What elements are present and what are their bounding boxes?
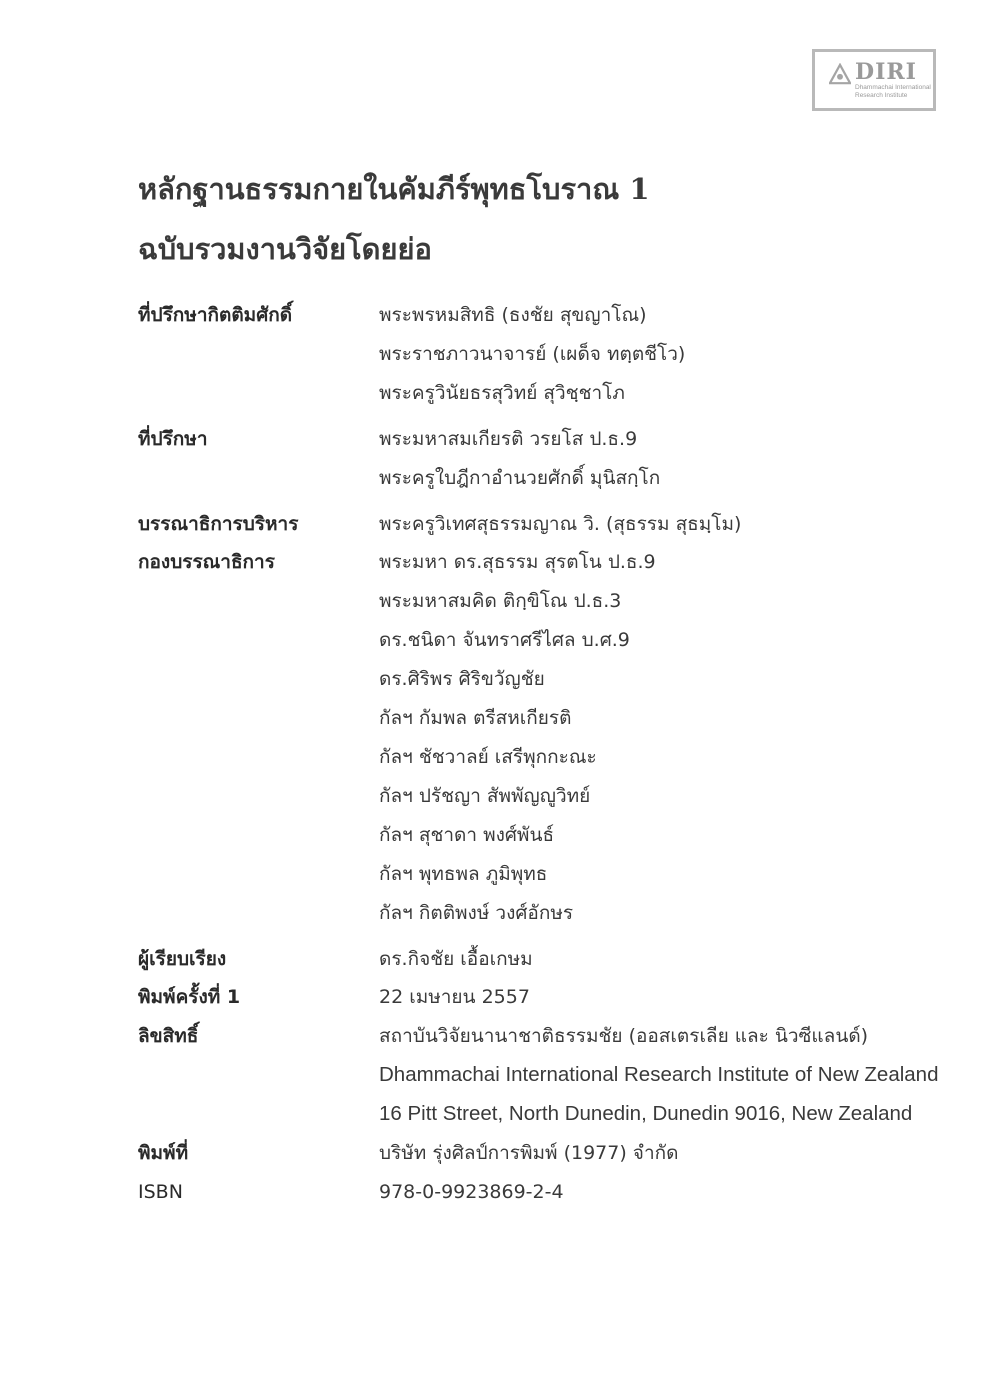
credit-row-compiler (138, 940, 958, 979)
credit-row-printer (138, 1134, 958, 1173)
logo-subtitle-line1: Dhammachai International (855, 83, 931, 91)
credit-value: กัลฯ ชัชวาลย์ เสรีพุกกะณะ (379, 745, 597, 768)
credit-label: ที่ปรึกษากิตติมศักดิ์ (138, 304, 293, 326)
credit-label: ลิขสิทธิ์ (138, 1025, 199, 1048)
credit-label: ISBN (138, 1180, 183, 1203)
credit-value: พระพรหมสิทธิ (ธงชัย สุขญาโณ) (379, 304, 647, 326)
credit-value: กัลฯ สุชาดา พงศ์พันธ์ (379, 823, 555, 846)
credit-value: พระมหาสมเกียรติ วรยโส ป.ธ.9 (379, 427, 638, 450)
credit-label: พิมพ์ที่ (138, 1142, 189, 1165)
credit-row-editorial-board (138, 543, 958, 932)
credit-row-copyright (138, 1017, 958, 1134)
credit-row-honorary-advisors (138, 296, 958, 413)
credit-row-executive-editor (138, 505, 958, 544)
credit-value: ดร.กิจชัย เอื้อเกษม (379, 947, 533, 970)
credit-value: 978-0-9923869-2-4 (379, 1180, 564, 1203)
credit-value: พระมหา ดร.สุธรรม สุรตโน ป.ธ.9 (379, 551, 656, 574)
logo-subtitle-line2: Research Institute (855, 92, 908, 99)
credit-value: พระครูใบฎีกาอำนวยศักดิ์ มุนิสกฺโก (379, 466, 661, 489)
credit-value: กัลฯ พุทธพล ภูมิพุทธ (379, 862, 548, 885)
credit-value: บริษัท รุ่งศิลป์การพิมพ์ (1977) จำกัด (379, 1142, 679, 1165)
credit-label: พิมพ์ครั้งที่ 1 (138, 986, 241, 1009)
credit-value: Dhammachai International Research Institute of New Zealand (379, 1063, 939, 1087)
credits-list (138, 296, 958, 1212)
diri-logo (812, 49, 936, 111)
credit-row-advisors (138, 420, 958, 498)
credit-label: กองบรรณาธิการ (138, 551, 275, 574)
credit-row-isbn (138, 1173, 958, 1212)
logo-name: DIRI (855, 58, 917, 85)
credit-value: พระมหาสมคิด ติกฺขิโณ ป.ธ.3 (379, 590, 622, 613)
credit-value: 16 Pitt Street, North Dunedin, Dunedin 9016, New Zealand (379, 1102, 913, 1126)
credit-value: กัลฯ กิตติพงษ์ วงศ์อักษร (379, 901, 574, 924)
credit-value: ดร.ชนิดา จันทราศรีไศล บ.ศ.9 (379, 629, 630, 652)
credit-value: พระราชภาวนาจารย์ (เผด็จ ทตฺตชีโว) (379, 342, 686, 365)
credit-label: ผู้เรียบเรียง (138, 947, 227, 970)
credit-value: กัลฯ ปรัชญา สัพพัญญูวิทย์ (379, 784, 591, 807)
credit-label: บรรณาธิการบริหาร (138, 512, 299, 535)
credit-value: กัลฯ กัมพล ตรีสหเกียรติ (379, 707, 572, 730)
credit-value: 22 เมษายน 2557 (379, 986, 530, 1009)
credit-value: พระครูวิเทศสุธรรมญาณ วิ. (สุธรรม สุธมฺโม) (379, 512, 742, 535)
credit-row-first-edition (138, 978, 958, 1017)
credit-value: พระครูวินัยธรสุวิทย์ สุวิชฺชาโภ (379, 381, 625, 404)
logo-text (855, 58, 931, 100)
triangle-logo-icon (829, 63, 851, 85)
credit-value: สถาบันวิจัยนานาชาติธรรมชัย (ออสเตรเลีย และ นิวซีแลนด์) (379, 1025, 869, 1048)
book-title: หลักฐานธรรมกายในคัมภีร์พุทธโบราณ 1 (138, 172, 650, 206)
book-subtitle: ฉบับรวมงานวิจัยโดยย่อ (138, 232, 432, 266)
credit-label: ที่ปรึกษา (138, 427, 208, 450)
credit-value: ดร.ศิริพร ศิริขวัญชัย (379, 668, 545, 691)
